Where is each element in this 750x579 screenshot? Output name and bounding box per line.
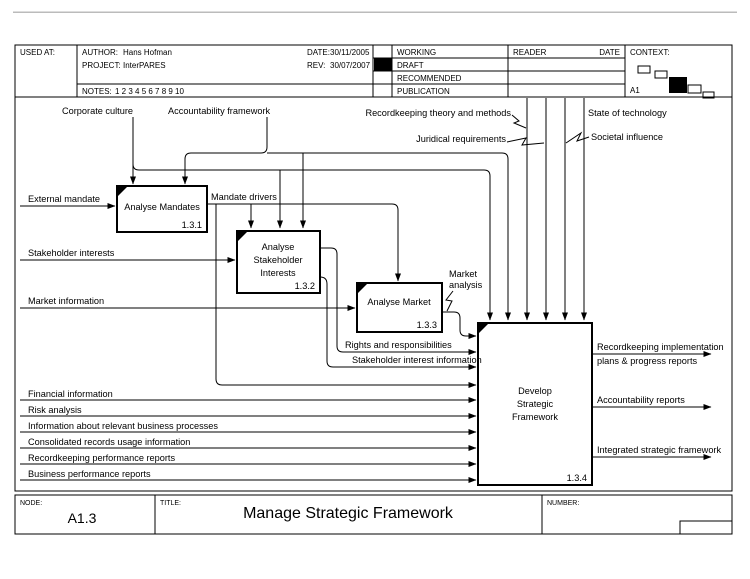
label-accountability-reports: Accountability reports — [597, 395, 685, 405]
status-working: WORKING — [397, 48, 437, 57]
label-market-analysis-2: analysis — [449, 280, 483, 290]
node-label: NODE: — [20, 500, 43, 507]
box-analyse-stakeholder-number: 1.3.2 — [294, 281, 315, 291]
label-corporate-culture: Corporate culture — [62, 106, 133, 116]
reader-label: READER — [513, 48, 547, 57]
notes-value: 1 2 3 4 5 6 7 8 9 10 — [115, 87, 184, 96]
label-state-of-technology: State of technology — [588, 108, 667, 118]
label-recordkeeping-performance: Recordkeeping performance reports — [28, 453, 176, 463]
rev-value: 30/07/2007 — [330, 61, 371, 70]
context-label: CONTEXT: — [630, 48, 670, 57]
used-at-label: USED AT: — [20, 48, 55, 57]
status-draft: DRAFT — [397, 61, 424, 70]
status-mark-draft — [374, 58, 392, 71]
date-value: 30/11/2005 — [330, 48, 370, 57]
title-label: TITLE: — [160, 500, 182, 507]
rev-label: REV: — [307, 61, 326, 70]
box-develop-label-3: Framework — [512, 412, 558, 422]
label-stakeholder-interests: Stakeholder interests — [28, 248, 115, 258]
status-publication: PUBLICATION — [397, 87, 450, 96]
box-analyse-mandates-number: 1.3.1 — [181, 220, 202, 230]
project-value: InterPARES — [123, 61, 166, 70]
date-label: DATE: — [307, 48, 330, 57]
label-integrated-strategic-framework: Integrated strategic framework — [597, 445, 722, 455]
box-analyse-stakeholder-label-2: Stakeholder — [253, 255, 303, 265]
project-label: PROJECT: — [82, 61, 121, 70]
box-develop-label-1: Develop — [518, 386, 552, 396]
author-value: Hans Hofman — [123, 48, 172, 57]
context-node-label: A1 — [630, 86, 640, 95]
label-recordkeeping-theory: Recordkeeping theory and methods — [365, 108, 511, 118]
label-risk-analysis: Risk analysis — [28, 405, 82, 415]
label-consolidated-records-usage: Consolidated records usage information — [28, 437, 191, 447]
label-business-process-information: Information about relevant business processes — [28, 421, 218, 431]
box-develop-label-2: Strategic — [516, 399, 554, 409]
label-juridical-requirements: Juridical requirements — [416, 134, 506, 144]
label-recordkeeping-implementation-1: Recordkeeping implementation — [597, 342, 724, 352]
label-societal-influence: Societal influence — [591, 132, 664, 142]
label-market-information: Market information — [28, 296, 105, 306]
box-analyse-stakeholder-label-3: Interests — [260, 268, 296, 278]
node-value: A1.3 — [67, 510, 97, 526]
reader-date-label: DATE — [599, 48, 620, 57]
label-recordkeeping-implementation-2: plans & progress reports — [597, 356, 698, 366]
number-label: NUMBER: — [547, 500, 580, 507]
author-label: AUTHOR: — [82, 48, 118, 57]
title-value: Manage Strategic Framework — [243, 505, 453, 522]
context-current-node-box — [669, 77, 687, 93]
label-financial-information: Financial information — [28, 389, 113, 399]
box-analyse-market-label: Analyse Market — [367, 297, 431, 307]
label-business-performance: Business performance reports — [28, 469, 151, 479]
notes-label: NOTES: — [82, 87, 112, 96]
box-analyse-mandates-label: Analyse Mandates — [124, 202, 200, 212]
status-recommended: RECOMMENDED — [397, 74, 462, 83]
label-market-analysis-1: Market — [449, 269, 478, 279]
box-analyse-stakeholder-label-1: Analyse — [261, 242, 295, 252]
box-analyse-market-number: 1.3.3 — [416, 320, 437, 330]
label-accountability-framework: Accountability framework — [168, 106, 271, 116]
box-develop-number: 1.3.4 — [566, 473, 587, 483]
label-external-mandate: External mandate — [28, 194, 101, 204]
label-stakeholder-interest-information: Stakeholder interest information — [352, 355, 482, 365]
label-rights-and-responsibilities: Rights and responsibilities — [345, 340, 452, 350]
label-mandate-drivers: Mandate drivers — [211, 192, 277, 202]
